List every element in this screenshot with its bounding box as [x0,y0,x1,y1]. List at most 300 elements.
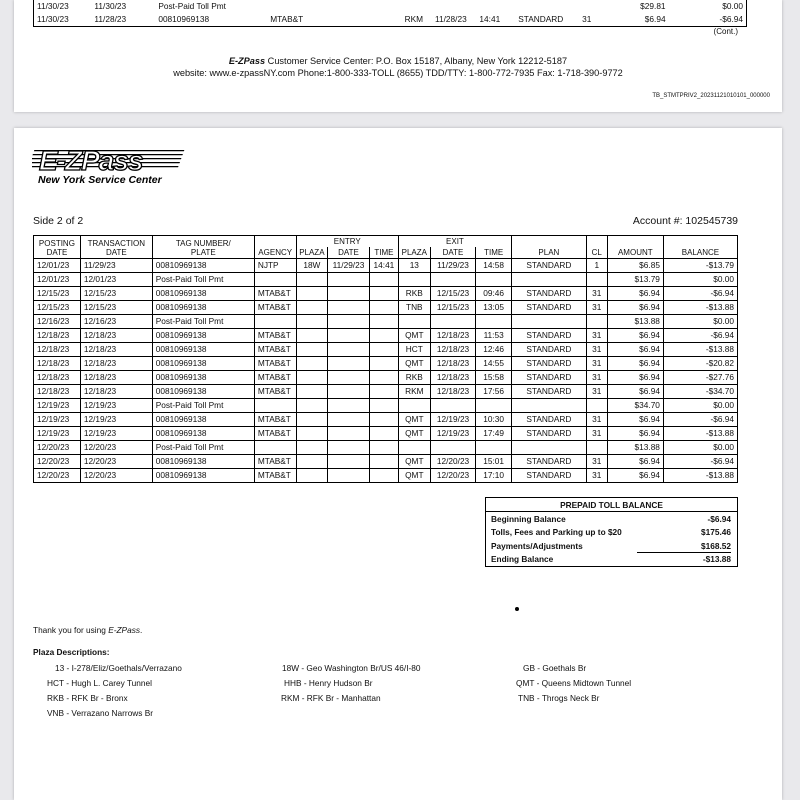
table-row [34,371,738,385]
plaza-18w: 18W - Geo Washington Br/US 46/I-80 [282,663,421,673]
table-cell [369,273,398,287]
table-cell: 11/29/23 [430,259,476,273]
table-cell [328,371,370,385]
table-cell: STANDARD [511,357,586,371]
table-cell [369,441,398,455]
table-cell: 12/19/23 [80,413,152,427]
table-cell [430,441,476,455]
footer-brand: E-ZPass [228,56,266,66]
table-cell: 13:05 [476,301,511,315]
logo-subtitle: New York Service Center [38,174,162,186]
table-cell [254,315,296,329]
side-label: Side 2 of 2 [33,215,84,227]
table-cell [296,301,328,315]
footer-address: Customer Service Center: P.O. Box 15187, Albany, New York 12212-5187 [265,56,568,66]
table-cell: 17:49 [476,427,511,441]
table-cell: 00810969138 [152,259,254,273]
table-cell: 12/20/23 [80,455,152,469]
table-cell: $6.94 [607,329,663,343]
table-cell [254,441,296,455]
col-exit-time: TIME [476,247,511,259]
table-cell: 31 [586,301,607,315]
balance-row-tolls: Tolls, Fees and Parking up to $20 $175.46 [491,527,731,538]
table-cell: RKM [399,385,431,399]
col-exit-date: DATE [430,247,476,259]
table-cell: STANDARD [511,287,586,301]
table-cell: $6.94 [607,287,663,301]
table-cell: -$13.79 [663,259,737,273]
table-cell: QMT [399,329,431,343]
table-cell: STANDARD [511,469,586,483]
col-balance: BALANCE [663,236,737,259]
table-cell: 12/19/23 [430,413,476,427]
table-cell: NJTP [254,259,296,273]
table-cell: $6.94 [607,469,663,483]
table-cell: QMT [399,427,431,441]
table-cell: 11/28/23 [94,14,127,24]
table-cell: 31 [586,287,607,301]
table-cell: MTAB&T [254,357,296,371]
col-plan: PLAN [511,236,586,259]
table-cell: 12/18/23 [34,357,81,371]
table-cell: 31 [586,329,607,343]
table-cell [296,399,328,413]
table-row [34,315,738,329]
table-cell: 31 [586,371,607,385]
table-cell [369,287,398,301]
table-cell: 11/29/23 [328,259,370,273]
footer-line-2: website: www.e-zpassNY.com Phone:1-800-333-TOLL (8655) TDD/TTY: 1-800-772-7935 Fax: 1-718-390-9772 [173,68,623,78]
table-cell: 15:58 [476,371,511,385]
table-cell [586,441,607,455]
prepaid-balance-box [485,497,738,567]
table-cell: 17:10 [476,469,511,483]
table-cell: 12/20/23 [430,455,476,469]
table-cell [296,287,328,301]
table-cell: 12/18/23 [80,343,152,357]
table-cell [296,427,328,441]
col-entry-time: TIME [369,247,398,259]
table-cell [296,371,328,385]
table-cell: -$13.88 [663,469,737,483]
table-cell: 12/18/23 [34,343,81,357]
table-cell [369,13,399,27]
table-cell [586,315,607,329]
table-cell: STANDARD [511,329,586,343]
table-cell [296,455,328,469]
table-cell [328,343,370,357]
table-cell [586,273,607,287]
table-cell: STANDARD [518,14,564,24]
table-cell: 14:58 [476,259,511,273]
table-row [34,357,738,371]
table-cell [296,413,328,427]
table-cell [369,469,398,483]
table-cell [254,273,296,287]
table-cell: 13 [399,259,431,273]
balance-row-beginning: Beginning Balance -$6.94 [491,513,731,524]
table-cell [254,399,296,413]
table-cell: 18W [296,259,328,273]
table-cell: 31 [586,357,607,371]
table-cell: MTAB&T [254,301,296,315]
table-cell: -$6.94 [663,329,737,343]
table-cell [399,273,431,287]
table-cell: $6.94 [607,413,663,427]
ezpass-logo [32,140,202,193]
table-cell [369,385,398,399]
col-tag-number: TAG NUMBER/ PLATE [152,236,254,259]
table-cell: 11:53 [476,329,511,343]
table-cell: 31 [586,427,607,441]
balance-title: PREPAID TOLL BALANCE [486,498,737,512]
table-cell [511,273,586,287]
table-cell: 12/01/23 [34,273,81,287]
table-cell [369,427,398,441]
table-cell: QMT [399,469,431,483]
table-cell: 12/18/23 [430,385,476,399]
table-cell: $0.00 [663,315,737,329]
table-cell [586,399,607,413]
table-cell: 12/20/23 [34,469,81,483]
table-row [34,385,738,399]
plaza-gb: GB - Goethals Br [523,663,587,673]
table-cell: STANDARD [511,413,586,427]
footer-line-1 [14,56,782,66]
thank-you-text: Thank you for using E-ZPass. [33,625,143,635]
table-cell: 12:46 [476,343,511,357]
table-cell: 12/15/23 [34,287,81,301]
table-cell: QMT [399,413,431,427]
col-amount: AMOUNT [607,236,663,259]
table-cell: 31 [586,455,607,469]
balance-row-ending: Ending Balance -$13.88 [491,554,731,565]
table-row [34,329,738,343]
table-cell: 12/18/23 [80,329,152,343]
table-cell: $0.00 [663,273,737,287]
table-cell [328,287,370,301]
plaza-vnb: VNB - Verrazano Narrows Br [47,708,154,718]
table-cell: MTAB&T [254,427,296,441]
table-cell [399,315,431,329]
table-cell: Post-Paid Toll Pmt [152,399,254,413]
table-cell [296,315,328,329]
table-cell: 12/15/23 [80,301,152,315]
table-cell [369,399,398,413]
table-cell [369,455,398,469]
table-cell: 11/30/23 [37,1,69,11]
table-cell [430,399,476,413]
statement-page-2 [14,128,782,800]
table-cell: 00810969138 [152,329,254,343]
table-cell: 12/18/23 [34,371,81,385]
table-cell: 00810969138 [152,385,254,399]
table-cell [328,315,370,329]
table-cell [307,0,331,13]
col-entry-plaza: PLAZA [296,247,328,259]
table-row [34,413,738,427]
table-cell: RKB [399,371,431,385]
table-cell: STANDARD [511,455,586,469]
table-cell [430,273,476,287]
table-cell: 31 [586,469,607,483]
table-cell [511,315,586,329]
table-cell: $6.94 [607,427,663,441]
transactions-table [33,235,738,483]
table-cell: $0.00 [663,441,737,455]
plaza-descriptions-title: Plaza Descriptions: [33,647,110,657]
ezpass-logo-icon [32,140,202,188]
table-cell [369,357,398,371]
table-cell: 00810969138 [152,427,254,441]
table-cell [328,357,370,371]
table-cell: TNB [399,301,431,315]
bullet-dot [515,607,519,611]
table-cell: $34.70 [607,399,663,413]
table-cell [328,301,370,315]
table-cell [296,273,328,287]
table-cell: 12/18/23 [80,357,152,371]
table-cell [399,441,431,455]
table-cell [331,13,369,27]
table-cell: -$6.94 [719,14,743,24]
table-cell [369,413,398,427]
table-cell: -$27.76 [663,371,737,385]
table-cell: -$6.94 [663,287,737,301]
table-cell: MTAB&T [270,14,304,24]
table-cell: QMT [399,357,431,371]
table-cell: STANDARD [511,427,586,441]
table-cell [296,329,328,343]
table-cell: $6.94 [607,343,663,357]
table-cell: MTAB&T [254,413,296,427]
table-cell [328,413,370,427]
table-cell: 1 [586,259,607,273]
table-cell [328,399,370,413]
col-group-exit: EXIT [399,236,512,248]
previous-transactions-table [33,0,747,27]
table-cell: RKM [404,14,424,24]
table-cell: 12/18/23 [34,329,81,343]
table-cell: 14:41 [369,259,398,273]
table-cell: $6.94 [607,301,663,315]
table-cell: 12/20/23 [80,441,152,455]
table-cell [575,0,599,13]
table-cell: $13.88 [607,441,663,455]
table-cell: 00810969138 [152,343,254,357]
table-cell: MTAB&T [254,469,296,483]
table-cell: $0.00 [722,1,743,11]
table-cell: STANDARD [511,259,586,273]
table-cell [296,385,328,399]
plaza-rkb: RKB - RFK Br - Bronx [47,693,128,703]
table-cell: -$20.82 [663,357,737,371]
table-cell: 12/19/23 [80,399,152,413]
table-cell [369,0,399,13]
table-cell [430,315,476,329]
table-cell: MTAB&T [254,329,296,343]
table-cell: $6.94 [607,371,663,385]
table-row [34,455,738,469]
table-cell [369,343,398,357]
table-cell: 31 [586,385,607,399]
table-cell: 12/19/23 [34,427,81,441]
footer-code: TB_STMTPRIV2_20231121010101_000000 [652,93,770,99]
table-cell: 12/18/23 [430,343,476,357]
table-row [34,441,738,455]
col-entry-date: DATE [328,247,370,259]
table-cell: 14:41 [479,14,501,24]
table-cell: RKB [399,287,431,301]
table-cell: 12/15/23 [34,301,81,315]
plaza-hct: HCT - Hugh L. Carey Tunnel [47,678,152,688]
table-cell [328,273,370,287]
table-cell: 12/19/23 [34,413,81,427]
table-cell [399,0,429,13]
table-cell: 00810969138 [152,357,254,371]
table-cell [328,427,370,441]
table-cell: $6.94 [607,455,663,469]
table-cell [429,0,473,13]
table-cell: 12/20/23 [80,469,152,483]
table-cell: 31 [582,14,592,24]
logo-wordmark: E-ZPass [39,145,143,176]
plaza-qmt: QMT - Queens Midtown Tunnel [516,678,632,688]
table-row [34,273,738,287]
table-row [34,13,747,27]
table-cell [328,469,370,483]
table-cell: HCT [399,343,431,357]
table-cell: 00810969138 [158,14,210,24]
table-cell: 12/01/23 [80,273,152,287]
table-cell: 12/16/23 [34,315,81,329]
table-cell [296,441,328,455]
col-agency: AGENCY [254,236,296,259]
table-cell: MTAB&T [254,287,296,301]
table-cell: $0.00 [663,399,737,413]
table-cell: -$13.88 [663,427,737,441]
table-cell: MTAB&T [254,343,296,357]
table-cell [267,0,307,13]
plaza-hhb: HHB - Henry Hudson Br [284,678,373,688]
table-row [34,427,738,441]
col-class: CL [586,236,607,259]
table-cell: 00810969138 [152,287,254,301]
table-cell: 00810969138 [152,413,254,427]
table-cell: STANDARD [511,301,586,315]
table-cell [369,371,398,385]
table-cell [328,441,370,455]
table-cell [369,301,398,315]
table-cell: $6.85 [607,259,663,273]
col-posting-date: POSTING DATE [34,236,81,259]
table-cell [369,315,398,329]
table-cell: Post-Paid Toll Pmt [152,273,254,287]
table-cell: Post-Paid Toll Pmt [152,441,254,455]
plaza-13: 13 - I-278/Eliz/Goethals/Verrazano [55,663,182,673]
table-cell: 12/18/23 [430,371,476,385]
table-cell [328,329,370,343]
table-cell: 12/20/23 [430,469,476,483]
table-cell: 12/18/23 [34,385,81,399]
table-cell: 12/20/23 [34,441,81,455]
table-cell [511,399,586,413]
table-cell: 12/01/23 [34,259,81,273]
table-cell: $29.81 [640,1,666,11]
table-cell: 12/15/23 [430,301,476,315]
table-cell: 12/18/23 [430,329,476,343]
transactions-body [34,259,738,483]
table-cell [331,0,369,13]
table-cell: 11/29/23 [80,259,152,273]
col-exit-plaza: PLAZA [399,247,431,259]
account-number: Account #: 102545739 [632,215,738,227]
table-cell: 09:46 [476,287,511,301]
table-cell: $6.94 [644,14,666,24]
table-cell: -$6.94 [663,413,737,427]
table-cell: 00810969138 [152,301,254,315]
table-cell [296,343,328,357]
col-transaction-date: TRANSACTION DATE [80,236,152,259]
table-cell: Post-Paid Toll Pmt [152,315,254,329]
table-cell [476,441,511,455]
table-cell: 31 [586,413,607,427]
table-cell: 12/19/23 [80,427,152,441]
table-row [34,301,738,315]
table-cell: $6.94 [607,385,663,399]
table-cell: 12/15/23 [80,287,152,301]
table-row [34,469,738,483]
transactions-header [34,236,738,259]
table-cell: 31 [586,343,607,357]
table-cell: 12/19/23 [34,399,81,413]
table-row [34,259,738,273]
table-cell: 15:01 [476,455,511,469]
table-cell: 12/18/23 [80,385,152,399]
table-row [34,0,747,13]
table-cell: STANDARD [511,343,586,357]
table-cell [473,0,507,13]
table-cell [476,399,511,413]
previous-transactions-body [34,0,747,27]
table-cell: 00810969138 [152,455,254,469]
table-cell: 12/16/23 [80,315,152,329]
plaza-rkm: RKM - RFK Br - Manhattan [281,693,381,703]
table-cell: -$34.70 [663,385,737,399]
table-cell [399,399,431,413]
table-cell [476,273,511,287]
table-cell: 12/18/23 [80,371,152,385]
statement-page-1 [14,0,782,112]
table-cell: 11/30/23 [37,14,69,24]
table-cell: 17:56 [476,385,511,399]
table-cell [307,13,331,27]
table-cell: 14:55 [476,357,511,371]
table-cell: 12/19/23 [430,427,476,441]
table-row [34,287,738,301]
table-cell: -$6.94 [663,455,737,469]
plaza-tnb: TNB - Throgs Neck Br [518,693,600,703]
table-cell: STANDARD [511,371,586,385]
table-cell [328,385,370,399]
table-cell [511,441,586,455]
table-cell: Post-Paid Toll Pmt [158,1,226,11]
table-cell: 00810969138 [152,371,254,385]
table-row [34,399,738,413]
table-row [34,343,738,357]
table-cell: QMT [399,455,431,469]
table-cell: MTAB&T [254,455,296,469]
